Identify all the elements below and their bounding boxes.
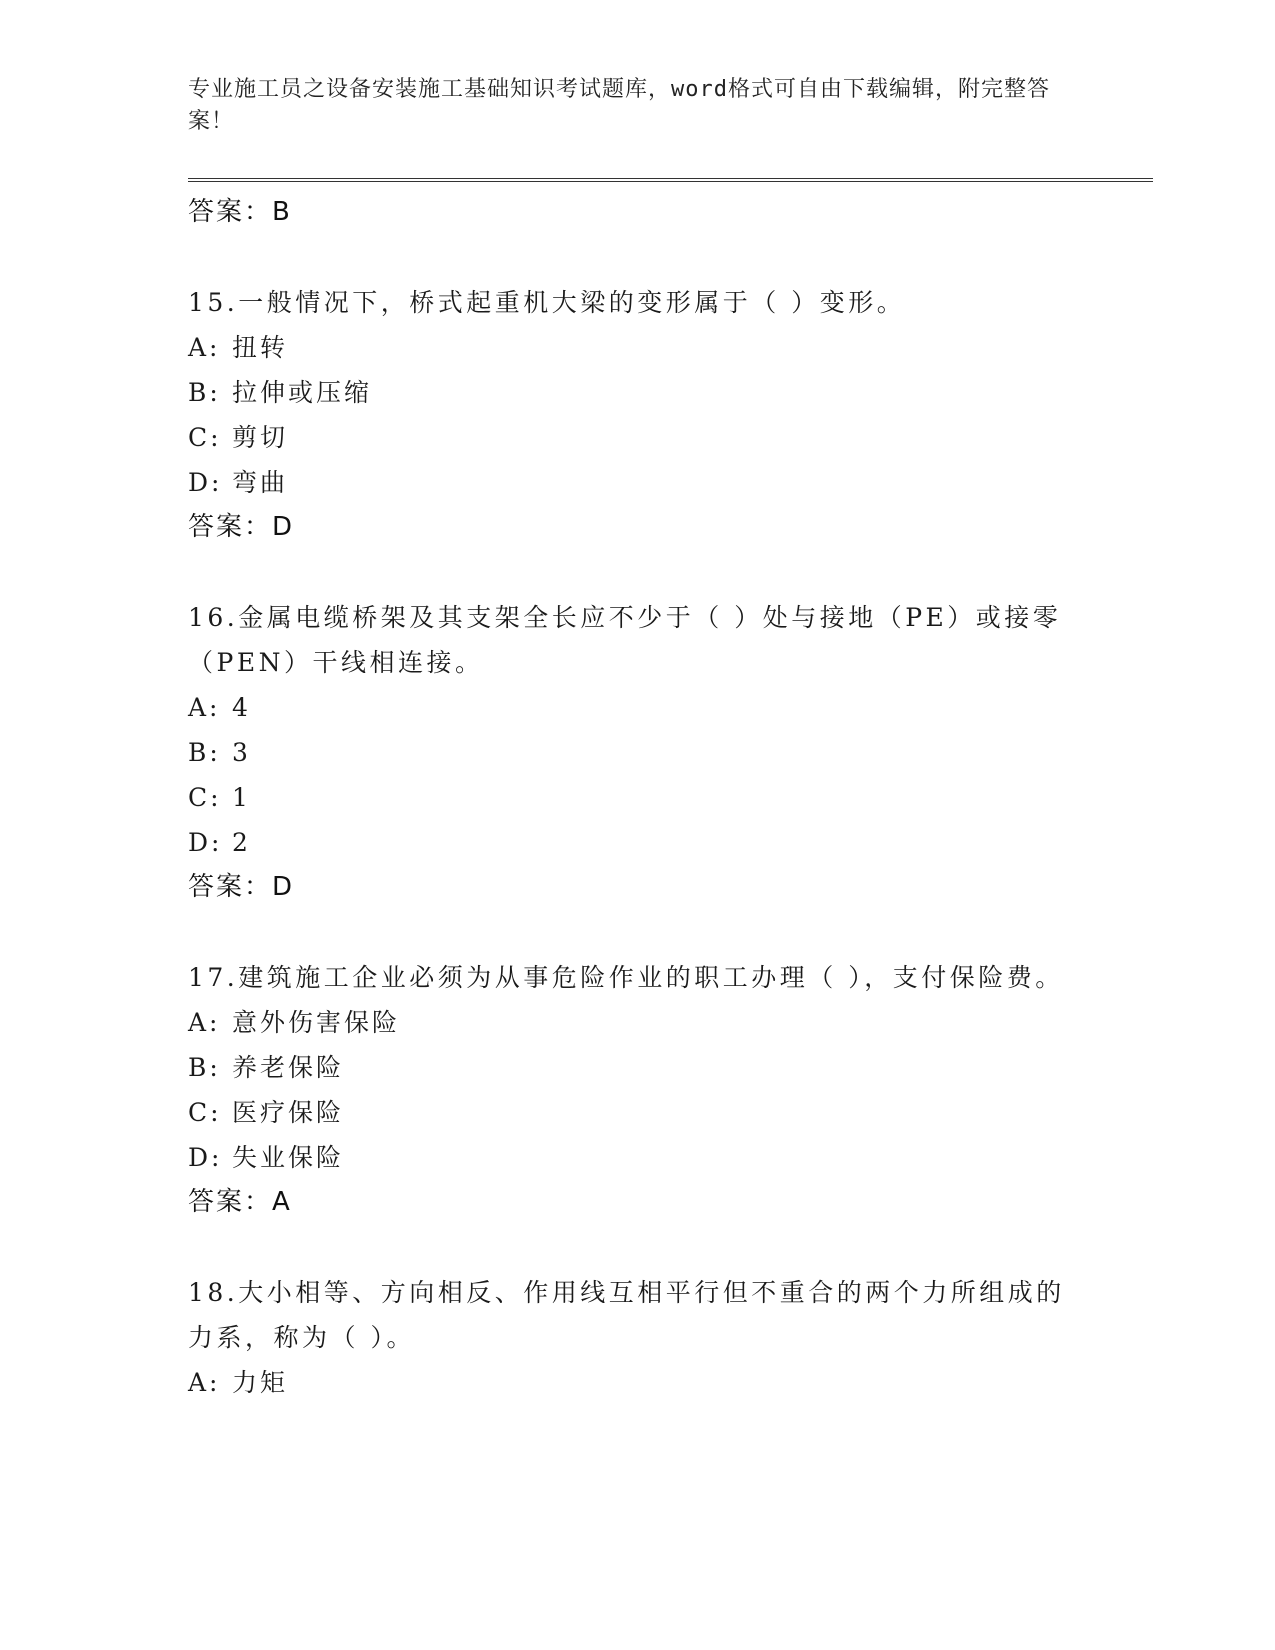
option-c	[188, 415, 1088, 460]
option-text: 1	[232, 783, 251, 812]
question-text: 16.金属电缆桥架及其支架全长应不少于（ ）处与接地（PE）或接零（PEN）干线相连接。	[188, 603, 1062, 677]
header-divider-thick	[188, 181, 1153, 182]
question-text: 15.一般情况下，桥式起重机大梁的变形属于（ ）变形。	[188, 288, 906, 317]
option-letter: C:	[188, 423, 222, 452]
question-16	[188, 595, 1088, 909]
option-a	[188, 1000, 1088, 1045]
option-b	[188, 730, 1088, 775]
option-text: 力矩	[232, 1368, 289, 1397]
document-header: 专业施工员之设备安装施工基础知识考试题库，word格式可自由下载编辑，附完整答案！	[188, 77, 1050, 134]
option-b	[188, 370, 1088, 415]
option-c	[188, 1090, 1088, 1135]
option-b	[188, 1045, 1088, 1090]
option-d	[188, 1135, 1088, 1180]
option-text: 扭转	[232, 333, 289, 362]
option-a	[188, 685, 1088, 730]
option-text: 失业保险	[232, 1143, 345, 1172]
question-list	[188, 190, 1088, 1405]
option-d	[188, 820, 1088, 865]
question-text: 18.大小相等、方向相反、作用线互相平行但不重合的两个力所组成的力系，称为（ ）。	[188, 1278, 1065, 1352]
option-a	[188, 325, 1088, 370]
answer-line: 答案：D	[188, 872, 295, 902]
option-text: 养老保险	[232, 1053, 345, 1082]
option-letter: A:	[188, 333, 221, 362]
option-letter: D:	[188, 468, 223, 497]
option-text: 剪切	[232, 423, 289, 452]
option-text: 弯曲	[232, 468, 289, 497]
option-letter: B:	[188, 738, 221, 767]
option-text: 2	[232, 828, 251, 857]
question-17	[188, 955, 1088, 1224]
option-a	[188, 1360, 1088, 1405]
option-text: 拉伸或压缩	[232, 378, 373, 407]
question-15	[188, 280, 1088, 549]
question-text: 17.建筑施工企业必须为从事危险作业的职工办理（ ），支付保险费。	[188, 963, 1064, 992]
option-c	[188, 775, 1088, 820]
option-letter: B:	[188, 378, 221, 407]
option-letter: A:	[188, 1008, 221, 1037]
option-text: 医疗保险	[232, 1098, 345, 1127]
option-letter: C:	[188, 1098, 222, 1127]
option-letter: A:	[188, 1368, 221, 1397]
answer-line: 答案：B	[188, 197, 292, 227]
option-text: 4	[232, 693, 251, 722]
header-divider-thin	[188, 178, 1153, 179]
option-text: 3	[232, 738, 251, 767]
question-18	[188, 1270, 1088, 1405]
option-text: 意外伤害保险	[232, 1008, 401, 1037]
option-letter: D:	[188, 1143, 223, 1172]
option-d	[188, 460, 1088, 505]
option-letter: A:	[188, 693, 221, 722]
answer-line: 答案：A	[188, 1187, 292, 1217]
option-letter: B:	[188, 1053, 221, 1082]
option-letter: D:	[188, 828, 223, 857]
answer-line: 答案：D	[188, 512, 295, 542]
option-letter: C:	[188, 783, 222, 812]
